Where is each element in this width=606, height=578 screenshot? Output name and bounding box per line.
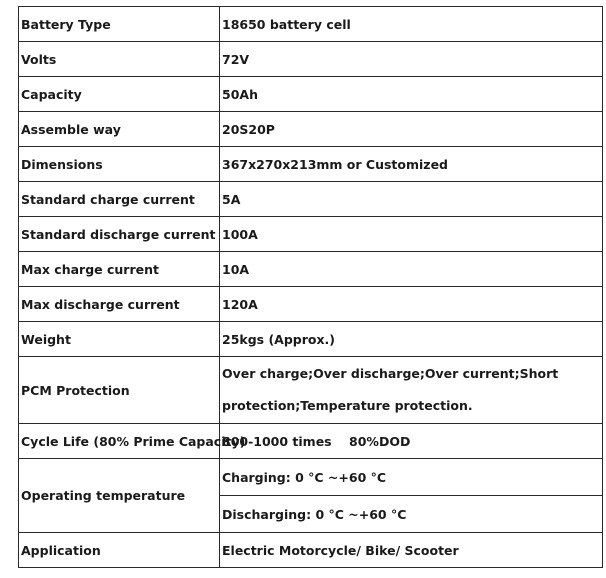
spec-value: 20S20P — [220, 112, 603, 147]
spec-row-standard-discharge-current — [19, 217, 603, 252]
spec-value: 10A — [220, 252, 603, 287]
spec-value: 25kgs (Approx.) — [220, 322, 603, 357]
spec-row-pcm-protection — [19, 357, 603, 424]
pcm-protection-line-1: Over charge;Over discharge;Over current;Short — [222, 366, 559, 381]
spec-label: Max charge current — [19, 252, 220, 287]
spec-label: Operating temperature — [19, 459, 220, 533]
spec-value: Electric Motorcycle/ Bike/ Scooter — [220, 533, 603, 568]
spec-row-capacity — [19, 77, 603, 112]
spec-label: Volts — [19, 42, 220, 77]
spec-label: Max discharge current — [19, 287, 220, 322]
spec-value: 50Ah — [220, 77, 603, 112]
spec-row-application — [19, 533, 603, 568]
spec-row-dimensions — [19, 147, 603, 182]
spec-label: Cycle Life (80% Prime Capacity) — [19, 424, 220, 459]
spec-row-battery-type — [19, 7, 603, 42]
spec-label: Dimensions — [19, 147, 220, 182]
spec-value: 72V — [220, 42, 603, 77]
spec-row-max-discharge-current — [19, 287, 603, 322]
spec-row-weight — [19, 322, 603, 357]
spec-label: Capacity — [19, 77, 220, 112]
spec-label: Application — [19, 533, 220, 568]
spec-label: Assemble way — [19, 112, 220, 147]
spec-value: 120A — [220, 287, 603, 322]
spec-value: 5A — [220, 182, 603, 217]
spec-label: Standard discharge current — [19, 217, 220, 252]
pcm-protection-line-2: protection;Temperature protection. — [222, 398, 473, 413]
spec-label: PCM Protection — [19, 357, 220, 424]
spec-value: 100A — [220, 217, 603, 252]
spec-value: 800-1000 times 80%DOD — [220, 424, 603, 459]
spec-value: 18650 battery cell — [220, 7, 603, 42]
battery-spec-table — [18, 6, 603, 568]
spec-row-volts — [19, 42, 603, 77]
spec-row-max-charge-current — [19, 252, 603, 287]
spec-row-cycle-life — [19, 424, 603, 459]
spec-value: 367x270x213mm or Customized — [220, 147, 603, 182]
spec-label: Battery Type — [19, 7, 220, 42]
spec-value-multiline — [220, 357, 603, 424]
spec-value-charging: Charging: 0 °C ~+60 °C — [220, 459, 603, 496]
spec-row-operating-temperature-charging — [19, 459, 603, 496]
spec-row-assemble-way — [19, 112, 603, 147]
spec-label: Weight — [19, 322, 220, 357]
spec-label: Standard charge current — [19, 182, 220, 217]
spec-value-discharging: Discharging: 0 °C ~+60 °C — [220, 496, 603, 533]
spec-row-standard-charge-current — [19, 182, 603, 217]
